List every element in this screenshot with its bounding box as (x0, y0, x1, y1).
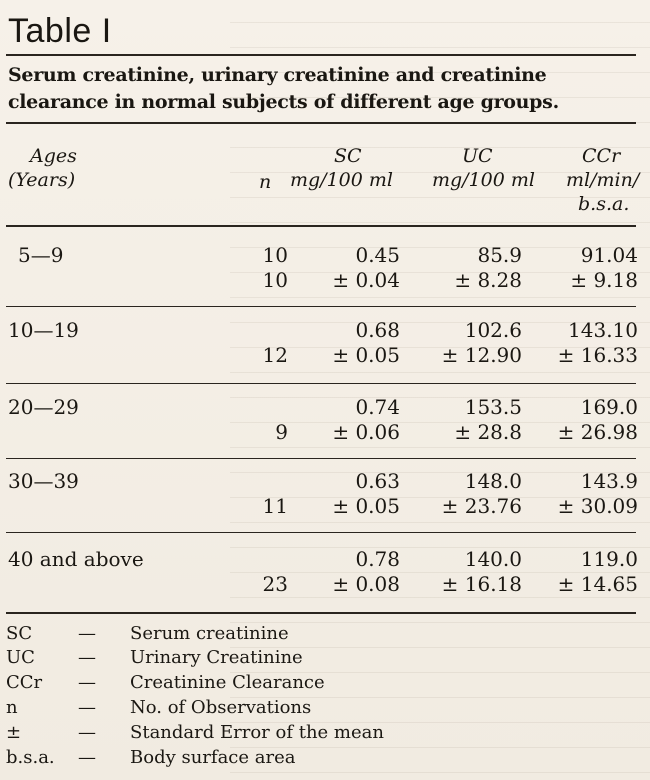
legend-definition: Urinary Creatinine (130, 647, 303, 668)
row-uc-mean: 148.0 (464, 469, 522, 493)
legend-abbr: SC (6, 623, 33, 644)
row-ccr-se: ± 26.98 (557, 420, 638, 444)
row-sc-se: ± 0.08 (332, 572, 400, 596)
row-sc-se: ± 0.05 (332, 494, 400, 518)
header-ccr-bsa: b.s.a. (578, 193, 630, 215)
legend-definition: Serum creatinine (130, 623, 289, 644)
row-divider (6, 383, 636, 384)
header-ages: Ages (30, 145, 77, 167)
header-uc-unit: mg/100 ml (432, 169, 535, 191)
row-uc-mean: 102.6 (464, 318, 522, 342)
row-sc-mean: 0.74 (355, 395, 400, 419)
row-n: 11 (262, 494, 288, 518)
row-uc-mean: 153.5 (464, 395, 522, 419)
legend-dash: — (78, 647, 96, 668)
header-sc-unit: mg/100 ml (290, 169, 393, 191)
row-sc-mean: 0.45 (355, 243, 400, 267)
row-age: 5—9 (18, 243, 64, 267)
header-sc: SC (334, 145, 362, 167)
row-n: 23 (262, 572, 288, 596)
table-bottom-rule (6, 612, 636, 614)
row-uc-se: ± 28.8 (454, 420, 522, 444)
header-top-rule (6, 122, 636, 124)
header-ccr: CCr (582, 145, 621, 167)
row-n: 12 (262, 343, 288, 367)
row-sc-mean: 0.78 (355, 547, 400, 571)
row-age: 40 and above (8, 547, 144, 571)
row-ccr-mean: 143.10 (568, 318, 638, 342)
legend-abbr: ± (6, 722, 22, 743)
table-caption: Serum creatinine, urinary creatinine and creatinine clearance in normal subjects of different age groups. (8, 64, 559, 113)
row-divider (6, 458, 636, 459)
row-sc-se: ± 0.04 (332, 268, 400, 292)
legend-abbr: n (6, 697, 18, 718)
header-n: n (259, 171, 272, 193)
legend-definition: Body surface area (130, 747, 296, 768)
row-age: 20—29 (8, 395, 79, 419)
row-ccr-mean: 143.9 (580, 469, 638, 493)
legend-definition: Standard Error of the mean (130, 722, 384, 743)
row-ccr-se: ± 14.65 (557, 572, 638, 596)
row-sc-se: ± 0.05 (332, 343, 400, 367)
row-sc-mean: 0.63 (355, 469, 400, 493)
row-sc-se: ± 0.06 (332, 420, 400, 444)
header-ccr-unit: ml/min/ (566, 169, 640, 191)
row-ccr-mean: 119.0 (580, 547, 638, 571)
legend-dash: — (78, 697, 96, 718)
legend-abbr: b.s.a. (6, 747, 55, 768)
row-ccr-se: ± 30.09 (557, 494, 638, 518)
legend-dash: — (78, 747, 96, 768)
row-sc-mean: 0.68 (355, 318, 400, 342)
table-title: Table I (8, 12, 112, 50)
row-n: 10 (262, 268, 288, 292)
row-uc-se: ± 23.76 (441, 494, 522, 518)
row-uc-se: ± 16.18 (441, 572, 522, 596)
header-uc: UC (462, 145, 493, 167)
legend-dash: — (78, 623, 96, 644)
row-age: 30—39 (8, 469, 79, 493)
title-underline (6, 54, 636, 56)
row-uc-mean: 140.0 (464, 547, 522, 571)
header-years: (Years) (8, 169, 76, 191)
row-ccr-se: ± 9.18 (570, 268, 638, 292)
row-ccr-se: ± 16.33 (557, 343, 638, 367)
row-uc-se: ± 12.90 (441, 343, 522, 367)
row-divider (6, 306, 636, 307)
row-age: 10—19 (8, 318, 79, 342)
legend-dash: — (78, 672, 96, 693)
row-n: 10 (262, 243, 288, 267)
legend-definition: No. of Observations (130, 697, 312, 718)
row-ccr-mean: 91.04 (580, 243, 638, 267)
row-ccr-mean: 169.0 (580, 395, 638, 419)
legend-abbr: UC (6, 647, 35, 668)
legend-abbr: CCr (6, 672, 43, 693)
row-uc-se: ± 8.28 (454, 268, 522, 292)
legend-dash: — (78, 722, 96, 743)
legend-definition: Creatinine Clearance (130, 672, 325, 693)
row-uc-mean: 85.9 (477, 243, 522, 267)
header-bottom-rule (6, 225, 636, 227)
row-divider (6, 532, 636, 533)
row-n: 9 (275, 420, 288, 444)
